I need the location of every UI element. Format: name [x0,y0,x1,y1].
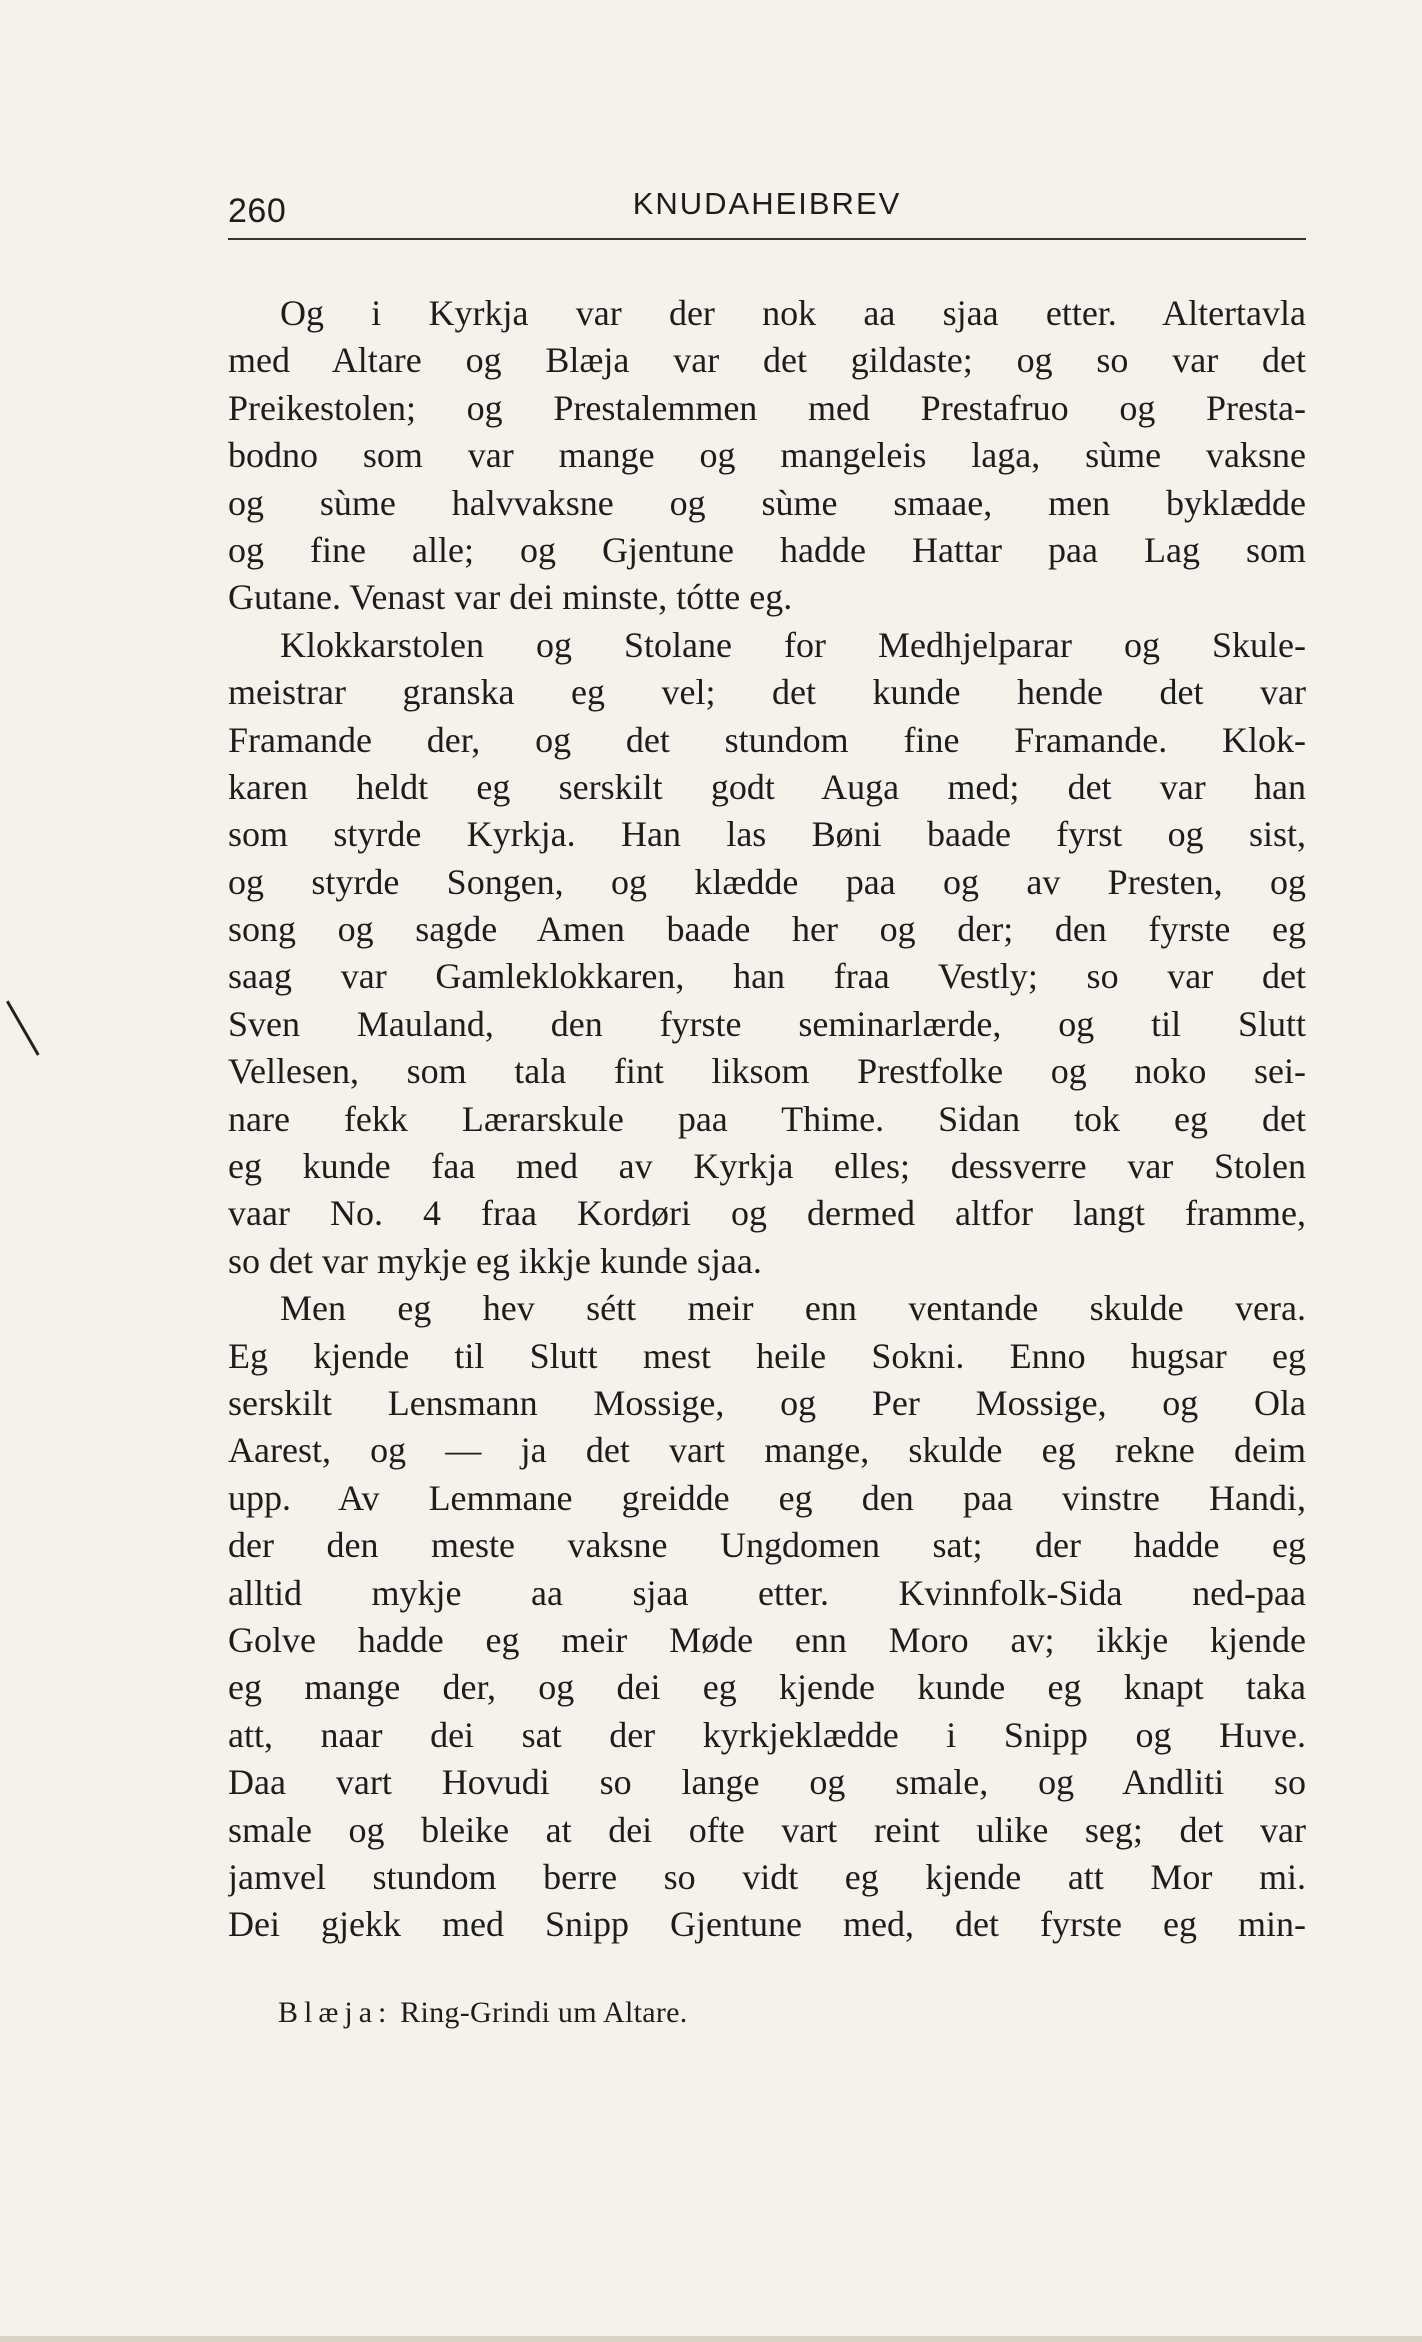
text-line: att, naar dei sat der kyrkjeklædde i Snipp og Huve. [228,1714,1306,1755]
footnote [278,1996,688,2030]
text-line: serskilt Lensmann Mossige, og Per Mossige, og Ola [228,1382,1306,1423]
text-line: Preikestolen; og Prestalemmen med Prestafruo og Presta- [228,387,1306,428]
text-line: og styrde Songen, og klædde paa og av Presten, og [228,861,1306,902]
text-line: Klokkarstolen og Stolane for Medhjelparar og Skule- [280,624,1306,665]
page-header [228,186,1306,238]
text-line: bodno som var mange og mangeleis laga, sùme vaksne [228,435,1306,476]
text-line: saag var Gamleklokkaren, han fraa Vestly; so var det [228,956,1306,997]
text-line: meistrar granska eg vel; det kunde hende det var [228,672,1306,713]
text-line: eg kunde faa med av Kyrkja elles; dessverre var Stolen [228,1146,1306,1187]
text-line: so det var mykje eg ikkje kunde sjaa. [228,1240,762,1281]
text-line: og fine alle; og Gjentune hadde Hattar paa Lag som [228,529,1306,570]
text-line: med Altare og Blæja var det gildaste; og so var det [228,340,1306,381]
running-head: KNUDAHEIBREV [632,186,902,221]
text-line: Aarest, og — ja det vart mange, skulde eg rekne deim [228,1430,1306,1471]
text-line: jamvel stundom berre so vidt eg kjende att Mor mi. [228,1856,1306,1897]
text-line: karen heldt eg serskilt godt Auga med; det var han [228,766,1306,807]
text-line: Gutane. Venast var dei minste, tótte eg. [228,577,793,618]
text-line: upp. Av Lemmane greidde eg den paa vinstre Handi, [228,1477,1306,1518]
text-line: Daa vart Hovudi so lange og smale, og Andliti so [228,1762,1306,1803]
text-line: smale og bleike at dei ofte vart reint ulike seg; det var [228,1809,1306,1850]
text-line: song og sagde Amen baade her og der; den fyrste eg [228,909,1306,950]
text-line: der den meste vaksne Ungdomen sat; der hadde eg [228,1525,1306,1566]
footnote-term: Blæja: [278,1996,393,2029]
text-line: og sùme halvvaksne og sùme smaae, men byklædde [228,482,1306,523]
text-line: alltid mykje aa sjaa etter. Kvinnfolk-Sida ned-paa [228,1572,1306,1613]
text-line: Og i Kyrkja var der nok aa sjaa etter. Altertavla [280,293,1306,333]
text-line: Dei gjekk med Snipp Gjentune med, det fyrste eg min- [228,1904,1306,1945]
text-line: vaar No. 4 fraa Kordøri og dermed altfor langt framme, [228,1193,1306,1234]
text-line: som styrde Kyrkja. Han las Bøni baade fyrst og sist, [228,814,1306,855]
text-line: nare fekk Lærarskule paa Thime. Sidan tok eg det [228,1098,1306,1139]
margin-mark [6,1001,40,1056]
text-line: Men eg hev sétt meir enn ventande skulde vera. [280,1288,1306,1329]
text-line: Golve hadde eg meir Møde enn Moro av; ikkje kjende [228,1619,1306,1660]
page-bottom-edge [0,2336,1422,2342]
header-rule [228,238,1306,240]
text-line: Eg kjende til Slutt mest heile Sokni. Enno hugsar eg [228,1335,1306,1376]
footnote-definition: Ring-Grindi um Altare. [400,1996,688,2029]
text-line: eg mange der, og dei eg kjende kunde eg knapt taka [228,1667,1306,1708]
text-line: Framande der, og det stundom fine Framande. Klok- [228,719,1306,760]
text-line: Vellesen, som tala fint liksom Prestfolke og noko sei- [228,1051,1306,1092]
page-number: 260 [228,192,287,230]
body-text [228,290,1306,1949]
text-line: Sven Mauland, den fyrste seminarlærde, og til Slutt [228,1003,1306,1044]
